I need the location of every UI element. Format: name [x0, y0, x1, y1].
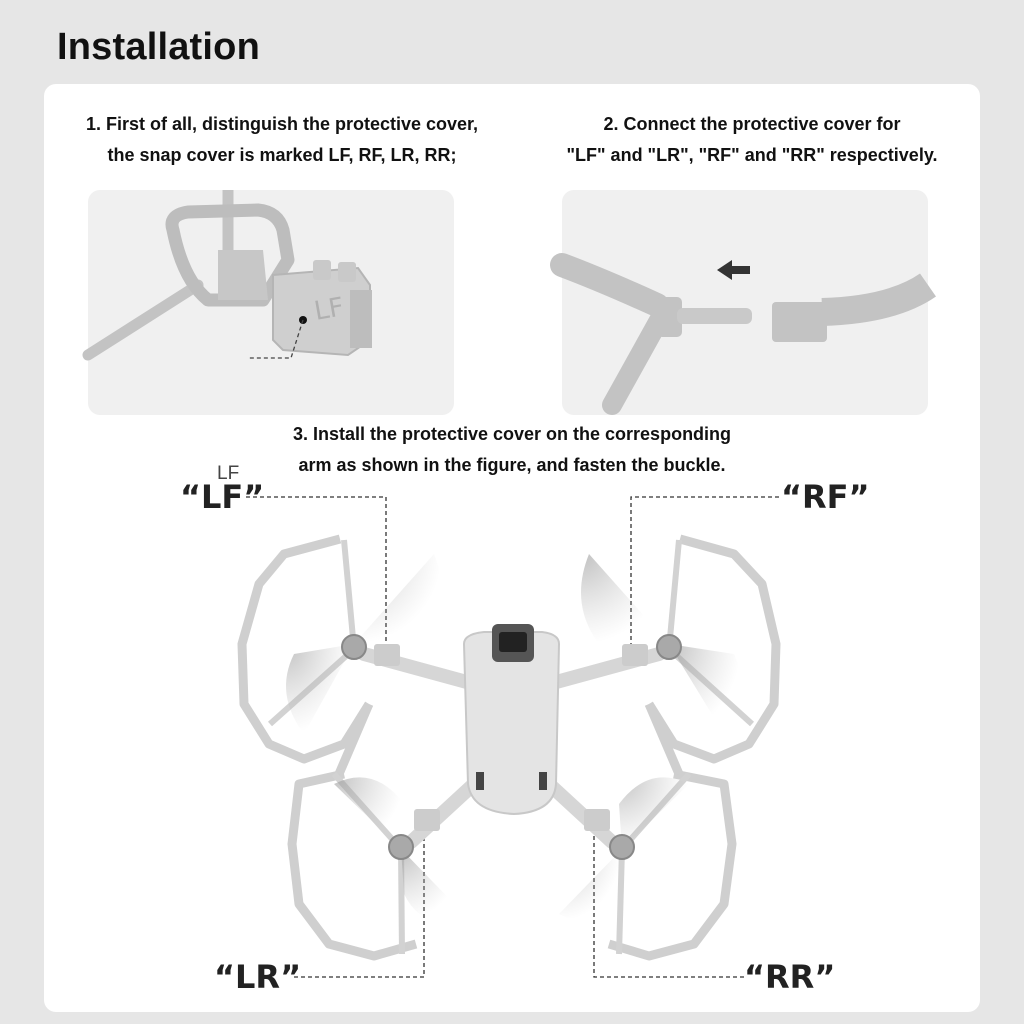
snap-cover-figure: [88, 190, 454, 484]
label-rr: “RR”: [744, 958, 836, 996]
snap-mark: LF: [312, 292, 347, 327]
step-3-text: 3. Install the protective cover on the corresponding arm as shown in the figure, and fasten the buckle.: [292, 424, 732, 475]
connect-cover-figure: [562, 190, 928, 415]
label-rf: “RF”: [781, 478, 870, 516]
label-lr: “LR”: [214, 958, 302, 996]
label-lf: “LF”: [180, 478, 265, 516]
step-1-text: 1. First of all, distinguish the protective cover, the snap cover is marked LF, RF, LR, RR;: [85, 114, 479, 165]
step-2-text: 2. Connect the protective cover for "LF" and "LR", "RF" and "RR" respectively.: [566, 114, 938, 165]
arrow-left-icon: [717, 260, 750, 280]
lf-callout: LF: [217, 463, 240, 484]
page-title: Installation: [57, 26, 260, 68]
instruction-card: [44, 84, 980, 1012]
